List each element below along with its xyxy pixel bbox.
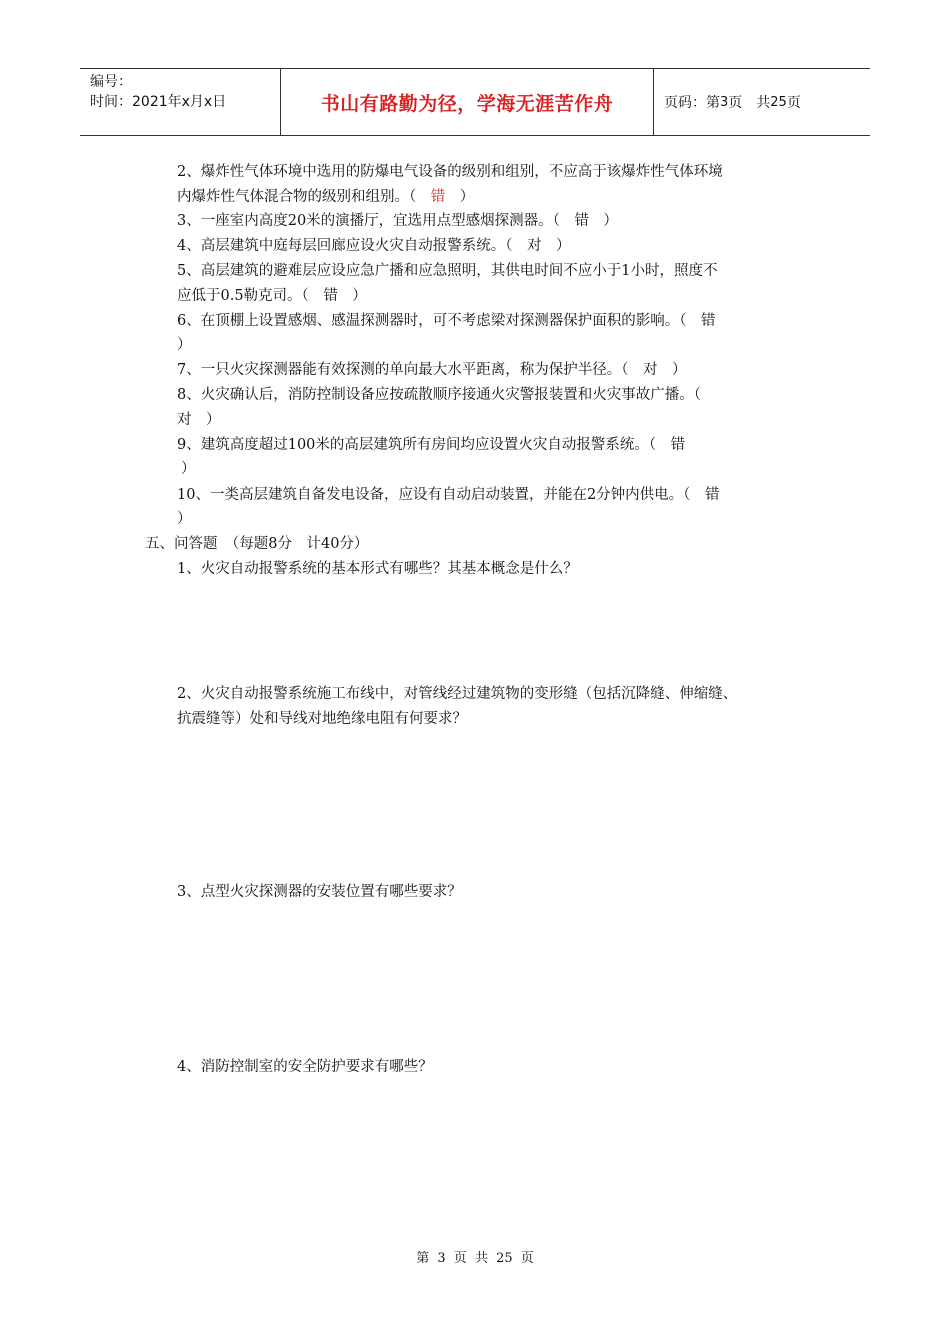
judgment-4-text: 4、高层建筑中庭每层回廊应设火灾自动报警系统。（ <box>177 238 527 254</box>
footer-total-label: 页 <box>520 1251 534 1266</box>
question-3: 3、点型火灾探测器的安装位置有哪些要求？ <box>177 884 462 900</box>
page-mid-label: 页 共 <box>728 95 771 111</box>
judgment-7-close: ） <box>657 362 687 378</box>
judgment-5-answer: 错 <box>323 288 338 304</box>
header-motto: 书山有路勤为径，学海无涯苦作舟 <box>320 92 614 115</box>
judgment-3-answer: 错 <box>574 213 589 229</box>
judgment-7 <box>177 360 686 380</box>
judgment-7-answer: 对 <box>642 362 658 378</box>
judgment-9-line-2: ） <box>181 461 196 477</box>
judgment-6-line-1 <box>177 311 715 331</box>
judgment-8-line-1: 8、火灾确认后，消防控制设备应按疏散顺序接通火灾警报装置和火灾事故广播。（ <box>177 387 701 403</box>
judgment-8-line-2: 对 ） <box>177 412 221 428</box>
footer-prefix: 第 <box>416 1251 430 1266</box>
judgment-9-line-1 <box>177 435 685 455</box>
judgment-6-text: 6、在顶棚上设置感烟、感温探测器时，可不考虑梁对探测器保护面积的影响。（ <box>177 313 701 329</box>
footer-page-label: 页 <box>453 1251 467 1266</box>
page-footer <box>0 1247 950 1266</box>
footer-page-number: 3 <box>437 1251 446 1266</box>
judgment-5-line-1: 5、高层建筑的避难层应设应急广播和应急照明，其供电时间不应小于1小时，照度不 <box>177 263 718 279</box>
judgment-2-text: 内爆炸性气体混合物的级别和组别。（ <box>177 189 431 205</box>
judgment-2-line-1: 2、爆炸性气体环境中选用的防爆电气设备的级别和组别，不应高于该爆炸性气体环境 <box>177 164 723 180</box>
judgment-9-answer: 错 <box>670 437 686 453</box>
section-5-title: 五、问答题 （每题8分 计40分） <box>145 536 369 552</box>
question-1: 1、火灾自动报警系统的基本形式有哪些？其基本概念是什么？ <box>177 561 578 577</box>
judgment-3-close: ） <box>588 213 618 229</box>
question-2-line-1: 2、火灾自动报警系统施工布线中，对管线经过建筑物的变形缝（包括沉降缝、伸缩缝、 <box>177 686 738 702</box>
judgment-4-answer: 对 <box>526 238 542 254</box>
judgment-2-answer: 错 <box>430 189 446 205</box>
judgment-6-answer: 错 <box>700 313 716 329</box>
judgment-10-text: 10、一类高层建筑自备发电设备，应设有自动启动装置，并能在2分钟内供电。（ <box>177 487 705 503</box>
judgment-4-close: ） <box>541 238 571 254</box>
judgment-10-answer: 错 <box>704 487 720 503</box>
footer-total-prefix: 共 <box>474 1251 488 1266</box>
question-2-line-2: 抗震缝等）处和导线对地绝缘电阻有何要求？ <box>177 711 467 727</box>
judgment-5-text: 应低于0.5勒克司。（ <box>177 288 324 304</box>
judgment-10-line-1 <box>177 485 719 505</box>
document-time-label: 时间：2021年x月x日 <box>90 94 227 110</box>
document-number-label: 编号： <box>90 74 132 90</box>
judgment-4 <box>177 236 570 256</box>
judgment-2-close: ） <box>445 189 475 205</box>
judgment-5-close: ） <box>337 288 367 304</box>
question-4: 4、消防控制室的安全防护要求有哪些？ <box>177 1059 433 1075</box>
footer-total-pages: 25 <box>496 1251 513 1266</box>
page-label: 页码：第 <box>664 95 720 111</box>
judgment-9-text: 9、建筑高度超过100米的高层建筑所有房间均应设置火灾自动报警系统。（ <box>177 437 671 453</box>
total-pages: 25 <box>770 94 787 110</box>
judgment-7-text: 7、一只火灾探测器能有效探测的单向最大水平距离，称为保护半径。（ <box>177 362 643 378</box>
judgment-10-line-2: ） <box>177 511 192 527</box>
judgment-3-text: 3、一座室内高度20米的演播厅，宜选用点型感烟探测器。（ <box>177 213 575 229</box>
judgment-5-line-2 <box>177 286 367 306</box>
judgment-3 <box>177 211 618 231</box>
page-end-label: 页 <box>786 95 801 111</box>
judgment-6-line-2: ） <box>177 337 192 353</box>
page-number: 3 <box>720 94 729 110</box>
judgment-2-line-2 <box>177 187 474 207</box>
